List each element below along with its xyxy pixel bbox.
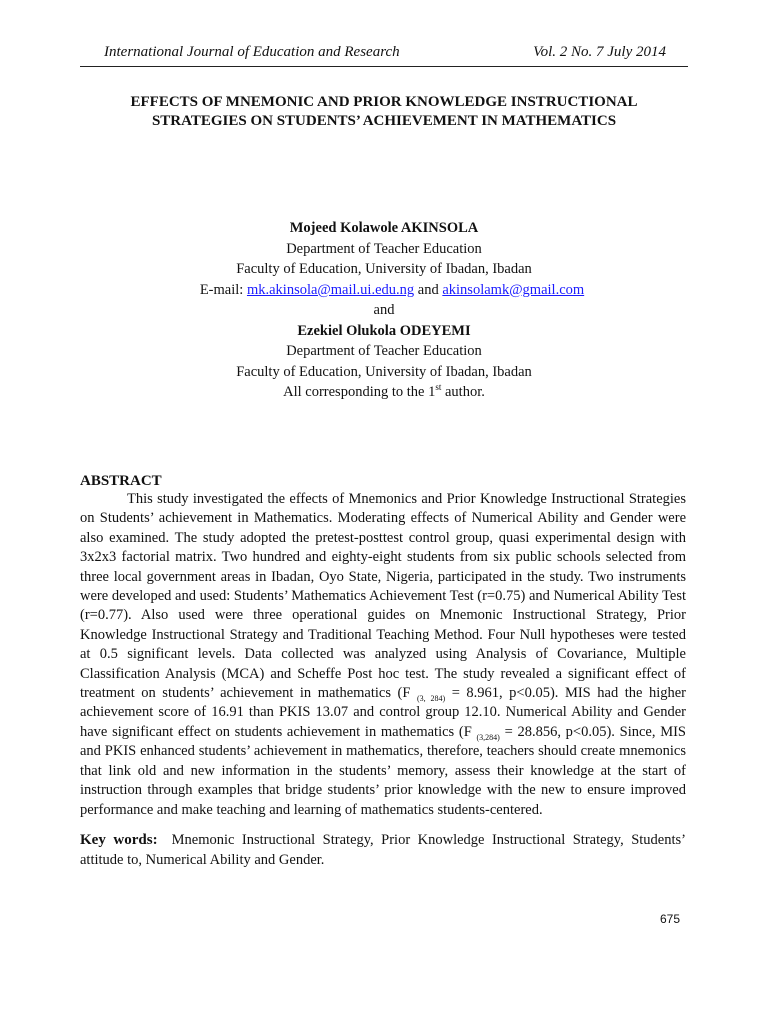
abstract-sub-2: (3,284) — [476, 732, 500, 742]
running-header — [80, 44, 688, 67]
abstract-sub-1: (3, 284) — [416, 693, 446, 703]
author-2-name: Ezekiel Olukola ODEYEMI — [297, 322, 471, 339]
corresponding-text-end: author. — [445, 384, 485, 400]
author-1-email-line — [80, 280, 688, 301]
keywords-text: Mnemonic Instructional Strategy, Prior Knowledge Instructional Strategy, Students’ attitude to, Numerical Ability and Gender. — [80, 832, 686, 868]
title-line-2: STRATEGIES ON STUDENTS’ ACHIEVEMENT IN MATHEMATICS — [151, 113, 617, 129]
keywords — [80, 830, 686, 870]
author-1-name: Mojeed Kolawole AKINSOLA — [289, 220, 479, 236]
email-link-1[interactable]: mk.akinsola@mail.ui.edu.ng — [246, 281, 415, 298]
author-1-faculty: Faculty of Education, University of Ibadan, Ibadan — [236, 261, 532, 277]
abstract-heading: ABSTRACT — [80, 473, 162, 489]
corresponding-sup: st — [435, 382, 442, 393]
keywords-label: Key words: — [80, 832, 158, 848]
corresponding-text: All corresponding to the 1 — [283, 384, 436, 400]
abstract-body — [80, 490, 686, 820]
author-2-faculty: Faculty of Education, University of Ibadan, Ibadan — [236, 363, 532, 380]
email-joiner: and — [417, 281, 439, 298]
paper-title — [80, 93, 688, 131]
issue-info: Vol. 2 No. 7 July 2014 — [533, 44, 666, 60]
author-block — [80, 218, 688, 403]
abstract-text-2: = 8.961, p<0.05). MIS had the higher achievement score of 16.91 than PKIS 13.07 and control group 12.10. Numerical Ability and Gender have significant effect on students achievement in mathematics (F — [80, 685, 687, 740]
corresponding-note — [80, 382, 688, 403]
author-separator: and — [373, 302, 395, 318]
author-2-department: Department of Teacher Education — [286, 343, 482, 359]
author-1-department: Department of Teacher Education — [286, 240, 482, 257]
abstract-text-3: = 28.856, p<0.05). Since, MIS and PKIS enhanced students’ achievement in mathematics, therefore, teachers should create mnemonics that link old and new information in the students’ memory, assess their knowledge at the start of instruction through examples that bridge students’ prior knowledge with the new to ensure improved performance and make teaching and learning of mathematics students-centered. — [80, 723, 686, 818]
email-link-2[interactable]: akinsolamk@gmail.com — [442, 281, 585, 298]
title-line-1: EFFECTS OF MNEMONIC AND PRIOR KNOWLEDGE INSTRUCTIONAL — [130, 94, 638, 110]
email-label: E-mail: — [199, 281, 244, 298]
page-number: 675 — [660, 912, 681, 926]
journal-name: International Journal of Education and Research — [104, 44, 400, 60]
abstract-text-1: This study investigated the effects of Mnemonics and Prior Knowledge Instructional Strategies on Students’ achievement in Mathematics. Moderating effects of Numerical Ability and Gender were also examined. The study adopted the pretest-posttest control group, quasi experimental design with 3x2x3 factorial matrix. Two hundred and eighty-eight students from six public schools selected from three local government areas in Ibadan, Oyo State, Nigeria, participated in the study. Two instruments were developed and used: Students’ Mathematics Achievement Test (r=0.75) and Numerical Ability Test (r=0.77). Also used were three operational guides on Mnemonic Instructional Strategy, Prior Knowledge Instructional Strategy and Traditional Teaching Method. Four Null hypotheses were tested at 0.5 significant levels. Data collected was analyzed using Analysis of Covariance, Multiple Classification Analysis (MCA) and Scheffe Post hoc test. The study revealed a significant effect of treatment on students’ achievement in mathematics (F — [80, 491, 686, 702]
